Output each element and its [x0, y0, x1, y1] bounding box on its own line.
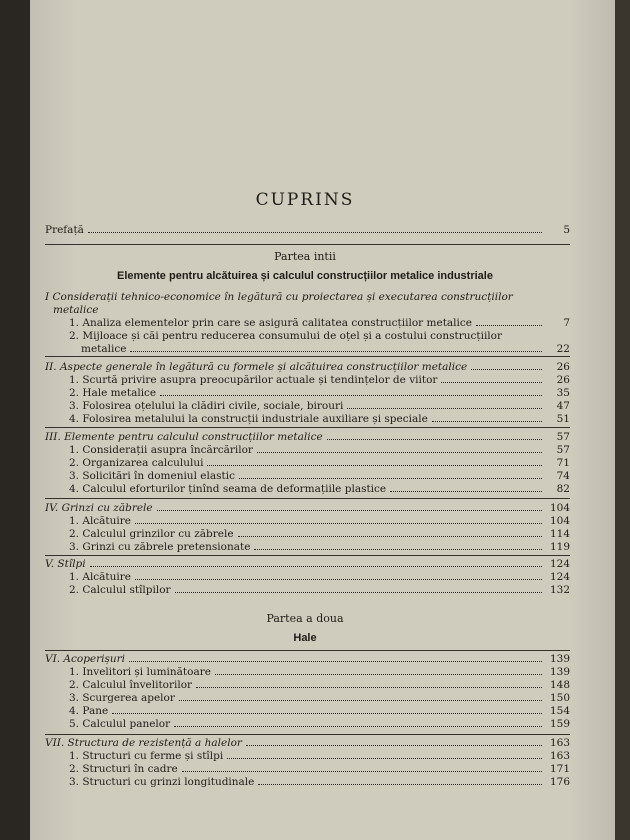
leader-dots [441, 382, 542, 383]
leader-dots [215, 674, 542, 675]
part-subtitle: Hale [293, 632, 317, 644]
toc-entry-cont: metalice 22 [81, 343, 570, 355]
toc-entry: 3. Grinzi cu zăbrele pretensionate 119 [69, 541, 570, 553]
toc-chapter: I Considerații tehnico-economice în legătură cu proiectarea și executarea construcțiilor [45, 291, 513, 303]
toc-entry: 4. Folosirea metalului la construcții industriale auxiliare și speciale 51 [69, 413, 570, 425]
part-heading: Partea a doua [266, 612, 344, 625]
toc-entry: 1. Considerații asupra încărcărilor 57 [69, 444, 570, 456]
leader-dots [174, 726, 542, 727]
toc-entry: 2. Structuri în cadre 171 [69, 763, 570, 775]
leader-dots [179, 700, 542, 701]
toc-chapter: VI. Acoperișuri 139 [45, 653, 570, 665]
toc-entry: 4. Pane 154 [69, 705, 570, 717]
part-subtitle: Elemente pentru alcătuirea și calculul construcțiilor metalice industriale [117, 270, 493, 282]
toc-chapter: V. Stîlpi 124 [45, 558, 570, 570]
leader-dots [471, 369, 542, 370]
divider [45, 498, 570, 499]
toc-entry: 2. Hale metalice 35 [69, 387, 570, 399]
toc-entry: 5. Calculul panelor 159 [69, 718, 570, 730]
toc-entry: 1. Analiza elementelor prin care se asigură calitatea construcțiilor metalice 7 [69, 317, 570, 329]
leader-dots [88, 232, 542, 233]
toc-entry: 1. Scurtă privire asupra preocupărilor actuale și tendințelor de viitor 26 [69, 374, 570, 386]
leader-dots [258, 784, 542, 785]
leader-dots [390, 491, 542, 492]
toc-chapter-cont: metalice [53, 304, 99, 316]
divider [45, 734, 570, 735]
leader-dots [196, 687, 542, 688]
leader-dots [135, 579, 542, 580]
leader-dots [135, 523, 542, 524]
leader-dots [112, 713, 542, 714]
leader-dots [90, 566, 542, 567]
leader-dots [207, 465, 542, 466]
leader-dots [476, 325, 542, 326]
toc-chapter: VII. Structura de rezistență a halelor 163 [45, 737, 570, 749]
toc-chapter: III. Elemente pentru calculul construcțiilor metalice 57 [45, 431, 570, 443]
leader-dots [254, 549, 542, 550]
toc-entry: 3. Solicitări în domeniul elastic 74 [69, 470, 570, 482]
toc-entry: 2. Calculul învelitorilor 148 [69, 679, 570, 691]
leader-dots [238, 536, 542, 537]
toc-entry: 2. Calculul stîlpilor 132 [69, 584, 570, 596]
page-edge [615, 0, 630, 840]
leader-dots [157, 510, 542, 511]
toc-entry: 1. Invelitori și luminătoare 139 [69, 666, 570, 678]
leader-dots [239, 478, 542, 479]
leader-dots [175, 592, 542, 593]
toc-entry: 3. Folosirea oțelului la clădiri civile, sociale, birouri 47 [69, 400, 570, 412]
leader-dots [130, 351, 542, 352]
divider [45, 356, 570, 357]
toc-entry: 1. Structuri cu ferme și stîlpi 163 [69, 750, 570, 762]
divider [45, 244, 570, 245]
toc-entry: 4. Calculul eforturilor ținînd seama de deformațiile plastice 82 [69, 483, 570, 495]
toc-entry: 3. Scurgerea apelor 150 [69, 692, 570, 704]
leader-dots [432, 421, 542, 422]
leader-dots [129, 661, 542, 662]
leader-dots [347, 408, 542, 409]
leader-dots [160, 395, 542, 396]
divider [45, 650, 570, 651]
toc-entry: 1. Alcătuire 104 [69, 515, 570, 527]
toc-entry: 2. Organizarea calculului 71 [69, 457, 570, 469]
toc-entry: 2. Calculul grinzilor cu zăbrele 114 [69, 528, 570, 540]
leader-dots [182, 771, 542, 772]
toc-chapter: II. Aspecte generale în legătură cu formele și alcătuirea construcțiilor metalice 26 [45, 361, 570, 373]
leader-dots [257, 452, 542, 453]
divider [45, 555, 570, 556]
toc-entry: 3. Structuri cu grinzi longitudinale 176 [69, 776, 570, 788]
part-heading: Partea intii [274, 250, 336, 263]
page-title: CUPRINS [255, 190, 355, 210]
leader-dots [227, 758, 542, 759]
divider [45, 427, 570, 428]
toc-entry: 2. Mijloace și căi pentru reducerea consumului de oțel și a costului construcțiilor [69, 330, 503, 342]
leader-dots [327, 439, 542, 440]
toc-entry: 1. Alcătuire 124 [69, 571, 570, 583]
toc-chapter: IV. Grinzi cu zăbrele 104 [45, 502, 570, 514]
toc-entry-preface: Prefață 5 [45, 224, 570, 236]
leader-dots [246, 745, 542, 746]
